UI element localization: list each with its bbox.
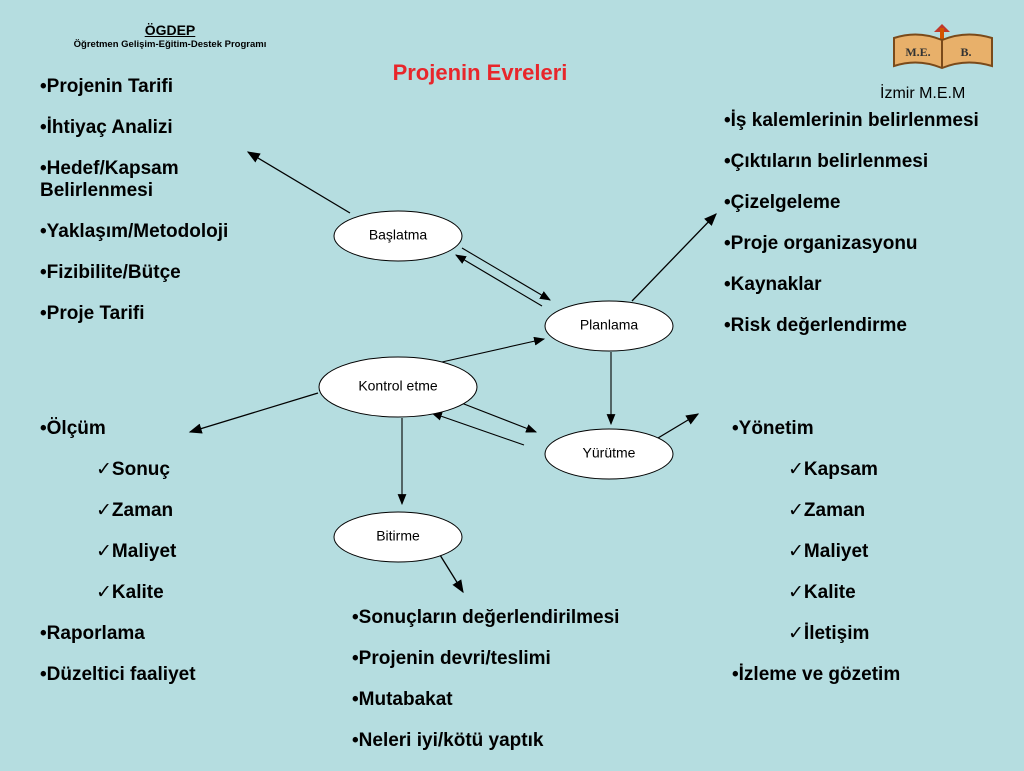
arrow-planlama-to-list: [632, 214, 716, 301]
node-yurutme: [545, 429, 673, 479]
list-item: • Çizelgeleme: [724, 192, 1004, 214]
org-subtitle: Öğretmen Gelişim-Eğitim-Destek Programı: [73, 39, 267, 50]
node-kontrol: [319, 357, 477, 417]
list-item: • Düzeltici faaliyet: [40, 664, 300, 686]
yurutme-list: [732, 418, 992, 705]
list-item: • Yaklaşım/Metodoloji: [40, 221, 280, 243]
node-planlama: [545, 301, 673, 351]
arrow-yurutme-to-list: [658, 414, 698, 438]
list-item: • Sonuçların değerlendirilmesi: [352, 607, 692, 629]
list-item: • İzleme ve gözetim: [732, 664, 992, 686]
node-bitirme-label: Bitirme: [376, 527, 420, 544]
svg-text:M.E.: M.E.: [905, 45, 931, 59]
check-item: ✓ Kalite: [732, 582, 992, 604]
check-item: ✓ Sonuç: [40, 459, 300, 481]
list-item: • Proje Tarifi: [40, 303, 280, 325]
list-item: • Ölçüm: [40, 418, 300, 440]
node-kontrol-label: Kontrol etme: [358, 377, 438, 394]
svg-text:B.: B.: [960, 45, 972, 59]
check-item: ✓ Maliyet: [40, 541, 300, 563]
slide-title: Projenin Evreleri: [392, 60, 568, 85]
arrow-yurutme-to-kontrol: [432, 413, 524, 445]
baslatma-list: [40, 76, 280, 344]
list-item: • Projenin Tarifi: [40, 76, 280, 98]
list-item: • Fizibilite/Bütçe: [40, 262, 280, 284]
org-name: ÖGDEP: [144, 22, 196, 38]
list-item: • Çıktıların belirlenmesi: [724, 151, 1004, 173]
list-item: • Mutabakat: [352, 689, 692, 711]
planlama-list: [724, 110, 1004, 356]
check-item: ✓ İletişim: [732, 623, 992, 645]
bitirme-list: [352, 607, 692, 771]
node-baslatma: [334, 211, 462, 261]
list-item: • Projenin devri/teslimi: [352, 648, 692, 670]
arrow-kontrol-to-planlama: [442, 339, 544, 362]
list-item: • İhtiyaç Analizi: [40, 117, 280, 139]
list-item: • Hedef/Kapsam Belirlenmesi: [40, 158, 280, 202]
check-item: ✓ Zaman: [40, 500, 300, 522]
check-item: ✓ Kalite: [40, 582, 300, 604]
node-bitirme: [334, 512, 462, 562]
list-item: • Risk değerlendirme: [724, 315, 1004, 337]
list-item: • İş kalemlerinin belirlenmesi: [724, 110, 1004, 132]
list-item: • Kaynaklar: [724, 274, 1004, 296]
arrow-baslatma-to-planlama: [462, 248, 550, 300]
list-item: • Yönetim: [732, 418, 992, 440]
check-item: ✓ Kapsam: [732, 459, 992, 481]
list-item: • Raporlama: [40, 623, 300, 645]
node-yurutme-label: Yürütme: [582, 444, 636, 461]
node-planlama-label: Planlama: [579, 316, 639, 333]
check-item: ✓ Zaman: [732, 500, 992, 522]
check-item: ✓ Maliyet: [732, 541, 992, 563]
arrow-bitirme-to-list: [440, 555, 463, 592]
list-item: • Proje organizasyonu: [724, 233, 1004, 255]
kontrol-list: [40, 418, 300, 705]
list-item: • Neleri iyi/kötü yaptık: [352, 730, 692, 752]
city-label: İzmir M.E.M: [880, 85, 966, 102]
arrow-planlama-to-baslatma: [456, 255, 542, 306]
node-baslatma-label: Başlatma: [368, 226, 428, 243]
